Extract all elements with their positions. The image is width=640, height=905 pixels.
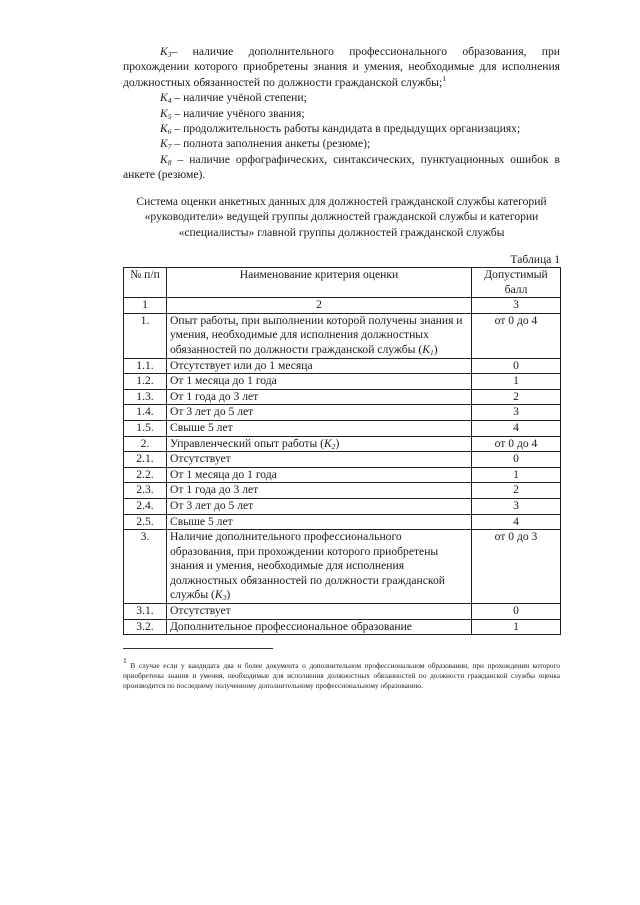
criterion-k7: $K_7$ – полнота заполнения анкеты (резюме);: [160, 137, 371, 152]
column-number-row: 1 2 3: [124, 298, 561, 314]
criterion-k8: $K_8$ – наличие орфографических, синтаксических, пунктуационных ошибок в анкете (резюме).: [123, 152, 560, 182]
table-header-row: [124, 268, 561, 298]
table-row: 1.2. От 1 месяца до 1 года 1: [124, 374, 561, 390]
footnote-ref[interactable]: 1: [442, 73, 446, 83]
criterion-k4: $K_4$ – наличие учёной степени;: [160, 91, 307, 106]
footnote-text: В случае если у кандидата два и более документа о дополнительном профессиональном образовании, при прохождении которого приобретены знания и умения, необходимые для исполнения должностных обязанностей по должности гражданской службы оценка производится по последнему полученному дополнительному профессиональному образованию.: [123, 661, 560, 690]
table-row: 3.1. Отсутствует 0: [124, 604, 561, 620]
symbol-k3: K: [160, 45, 168, 58]
footnote-divider: [123, 648, 273, 649]
table-row: 2.4. От 3 лет до 5 лет 3: [124, 498, 561, 514]
header-num: № п/п: [124, 268, 167, 298]
criteria-list: [123, 44, 560, 183]
table-row: 2. Управленческий опыт работы $(K_2)$ от 0 до 4: [124, 436, 561, 452]
table-row: 2.3. От 1 года до 3 лет 2: [124, 483, 561, 499]
table-row: 2.1. Отсутствует 0: [124, 452, 561, 468]
header-score: Допустимый балл: [472, 268, 561, 298]
table-row: 2.2. От 1 месяца до 1 года 1: [124, 467, 561, 483]
criterion-k6: $K_6$ – продолжительность работы кандидата в предыдущих организациях;: [160, 122, 521, 137]
table-label: Таблица 1: [510, 253, 560, 266]
table-row: 1. Опыт работы, при выполнении которой получены знания и умения, необходимые для исполнения должностных обязанностей по должности гражданской службы $(K_1)$ от 0 до 4: [124, 313, 561, 358]
table-row: 1.4. От 3 лет до 5 лет 3: [124, 405, 561, 421]
evaluation-table: [123, 267, 561, 635]
table-row: 1.5. Свыше 5 лет 4: [124, 420, 561, 436]
table-row: 2.5. Свыше 5 лет 4: [124, 514, 561, 530]
table-row: 3. Наличие дополнительного профессионального образования, при прохождении которого приобретены знания и умения, необходимые для исполнения должностных обязанностей по должности гражданской службы $(K_3)$ от 0 до 3: [124, 530, 561, 604]
header-name: Наименование критерия оценки: [167, 268, 472, 298]
footnote: [123, 656, 560, 691]
table-row: 1.1. Отсутствует или до 1 месяца 0: [124, 358, 561, 374]
table-row: 1.3. От 1 года до 3 лет 2: [124, 389, 561, 405]
criterion-k3: $K_3-$ наличие дополнительного профессионального образования, при прохождении которого приобретены знания и умения, необходимые для исполнения должностных обязанностей по должности гражданской службы;$^1$: [123, 45, 560, 89]
table-caption: Система оценки анкетных данных для должностей гражданской службы категорий «руководители» ведущей группы должностей гражданской службы и категории «специалисты» главной группы должностей гражданской службы: [136, 195, 547, 239]
footnote-mark: 1: [123, 656, 127, 665]
criterion-k5: $K_5$ – наличие учёного звания;: [160, 106, 305, 121]
table-row: 3.2. Дополнительное профессиональное образование 1: [124, 619, 561, 635]
